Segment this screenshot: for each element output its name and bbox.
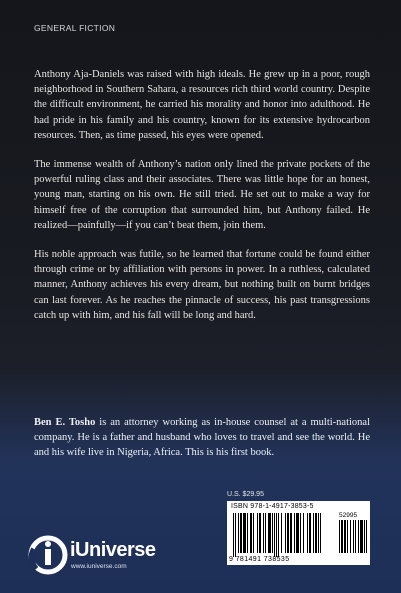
ean-barcode-bars xyxy=(233,513,333,557)
author-bio-text: is an attorney working as in-house counsel at a multi-national company. He is a father and husband who loves to travel and see the world. He and his wife live in Nigeria, Africa. This is his first book. xyxy=(34,417,370,459)
publisher-name: iUniverse xyxy=(70,539,156,561)
genre-label: GENERAL FICTION xyxy=(34,23,116,33)
isbn-number: ISBN 978-1-4917-3853-5 xyxy=(231,503,314,510)
synopsis-paragraph: The immense wealth of Anthony’s nation only lined the private pockets of the powerful ruling class and their associates. There was little hope for an honest, young man, starting on his own. He still tried. He set out to make a way for himself free of the corruption that surrounded him, but Anthony failed. He realized—painfully—if you can’t beat them, join them. xyxy=(34,159,370,231)
publisher-url[interactable]: www.iuniverse.com xyxy=(71,563,127,570)
ean-digits: 9 781491 738535 xyxy=(229,556,290,563)
synopsis xyxy=(34,67,370,337)
synopsis-paragraph: Anthony Aja-Daniels was raised with high ideals. He grew up in a poor, rough neighborhood in Southern Sahara, a resources rich third world country. Despite the difficult environment, he carried his morality and honor into adulthood. He had pride in his family and his country, known for its extensive hydrocarbon resources. Then, as time passed, his eyes were opened. xyxy=(34,69,370,141)
author-name: Ben E. Tosho xyxy=(34,417,96,428)
author-bio xyxy=(34,415,370,461)
synopsis-paragraph: His noble approach was futile, so he learned that fortune could be found either through crime or by affiliation with persons in power. In a ruthless, calculated manner, Anthony achieves his every dream, but nothing built on burnt bridges can last forever. As he reaches the pinnacle of success, his past transgressions catch up with him, and his fall will be long and hard. xyxy=(34,249,370,321)
publisher-logo[interactable] xyxy=(28,535,178,579)
barcode xyxy=(227,501,370,565)
iuniverse-logo-icon xyxy=(28,535,68,575)
price: U.S. $29.95 xyxy=(227,491,264,498)
price-barcode-bars xyxy=(339,520,367,557)
price-code: 52995 xyxy=(339,512,358,519)
